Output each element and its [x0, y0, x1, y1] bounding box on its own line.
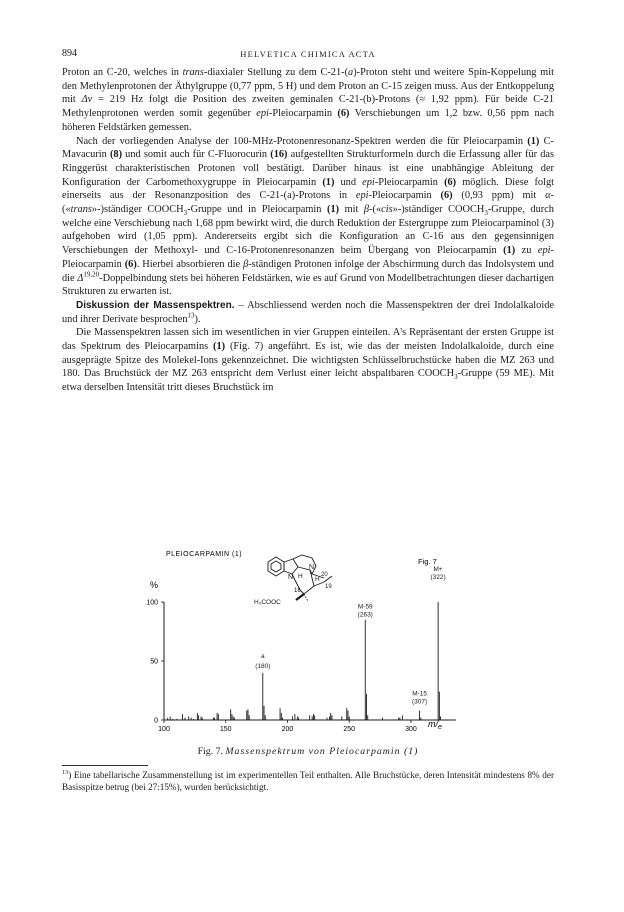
chart-title: PLEIOCARPAMIN (1) — [166, 551, 243, 558]
peak-label-molecular-ion-mz: (322) — [430, 574, 446, 581]
peak-label-a: a — [260, 652, 265, 660]
page-header — [62, 48, 554, 62]
chart-axes — [146, 600, 456, 734]
peak-label-a-mz: (180) — [255, 662, 271, 670]
journal-title: HELVETICA CHIMICA ACTA — [240, 49, 376, 59]
y-axis-label: % — [150, 580, 159, 590]
ester-label: H₃COOC — [254, 599, 281, 606]
y-tick-label: 100 — [146, 599, 158, 607]
figure-label: Fig. 7 — [418, 557, 437, 566]
y-tick-label: 0 — [154, 717, 158, 725]
peak-label-m59: M-59 — [357, 603, 373, 611]
ring-bond — [310, 570, 314, 586]
benzene-ring — [268, 557, 284, 576]
peak-label-molecular-ion: M+ — [433, 566, 443, 573]
paragraph: Die Massenspektren lassen sich im wesentlichen in vier Gruppen einteilen. A's Repräsentant der ersten Gruppe ist das Spektrum des Pleiocarpamins (1) (Fig. 7) angeführt. Es ist, wie das der meisten Indolalkaloide, durch eine ausgeprägte Spitze des Molekel-Ions gekennzeichnet. Die wichtigsten Schlüsselbruchstücke haben die MZ 263 und 180. Das Bruchstück der MZ 263 entspricht dem Verlust einer leicht abspaltbaren $COOCH_3$-Gruppe (59 ME). Mit etwa derselben Intensität tritt dieses Bruchstück im — [62, 327, 554, 394]
mass-spectrum-chart — [130, 548, 490, 744]
hydrogen-label: H — [298, 573, 303, 580]
position-16-label: 16 — [294, 588, 301, 594]
ring-bond — [304, 586, 314, 594]
paragraph: Diskussion der Massenspektren. – Abschliessend werden noch die Massenspektren der drei Indolalkaloide und ihrer Derivate besprochen$^{13}$). — [62, 299, 554, 325]
caption-prefix: Fig. 7. — [197, 746, 223, 757]
y-tick-label: 50 — [150, 658, 158, 666]
footnote-marker: 13 — [62, 768, 69, 776]
caption-title: Massenspektrum von Pleiocarpamin (1) — [225, 746, 419, 757]
position-19-label: 19 — [325, 584, 332, 590]
position-20-label: 20 — [321, 572, 328, 578]
footnote-rule — [62, 765, 148, 766]
x-tick-label: 200 — [281, 726, 294, 733]
figure-caption — [62, 746, 554, 757]
benzene-inner-ring — [271, 561, 281, 572]
chart-peaks — [168, 602, 441, 720]
hydrogen-hash-bond — [304, 594, 308, 601]
x-tick-label: 250 — [343, 726, 356, 733]
peak-label-m15-mz: (307) — [412, 698, 428, 706]
peak-label-m15: M-15 — [412, 690, 428, 698]
article-body — [62, 66, 554, 395]
paragraph: Proton an C-20, welches in trans-diaxialer Stellung zu dem C-21-(a)-Proton steht und weitere Spin-Koppelung mit den Methylenprotonen der Äthylgruppe (0,77 ppm, 5 H) und dem Proton an C-15 zeigen muss. Aus der Entkoppelung mit Δν = 219 Hz folgt die Position des zweiten geminalen C-21-(b)-Protons (≈ 1,92 ppm). Für beide C-21 Methylenprotonen werden somit gegenüber epi-Pleiocarpamin (6) Verschiebungen um 1,2 bzw. 0,56 ppm nach höheren Feldstärken gemessen. — [62, 67, 554, 133]
section-heading: Diskussion der Massenspektren. — [76, 299, 235, 311]
peak-label-m59-mz: (263) — [357, 611, 373, 619]
x-tick-label: 300 — [405, 726, 417, 733]
molecule-labels — [254, 564, 332, 606]
mass-spectrum-figure — [130, 548, 490, 744]
hydrogen-label: H — [315, 576, 320, 583]
ester-wedge-bond — [296, 594, 304, 600]
page-number: 894 — [62, 48, 77, 59]
peak-annotations — [255, 566, 446, 706]
pyrrole-ring — [284, 559, 298, 574]
x-tick-label: 100 — [158, 726, 170, 733]
footnote-text: Eine tabellarische Zusammenstellung ist im experimentellen Teil enthalten. Alle Bruchstücke, deren Intensität mindestens 8% der Basisspitze betrug (bei 27:15%), wurden berücksichtigt. — [62, 770, 554, 792]
x-tick-label: 150 — [219, 726, 232, 733]
nitrogen-label: N — [288, 574, 294, 581]
paragraph: Nach der vorliegenden Analyse der 100-MHz-Protonenresonanz-Spektren werden die für Pleiocarpamin (1) C-Mavacurin (8) und somit auch für C-Fluorocurin (16) aufgestellten Strukturformeln durch die Erfassung aller für das Ringgerüst charakteristischen Protonen voll bestätigt. Darüber hinaus ist eine unabhängige Ableitung der Konfiguration der Carbomethoxygruppe in Pleiocarpamin (1) und epi-Pleiocarpamin (6) möglich. Diese folgt einerseits aus der Resonanzposition des C-21-(a)-Protons in epi-Pleiocarpamin (6) (0,93 ppm) mit α-(«trans»-)ständiger $COOCH_3$-Gruppe und in Pleiocarpamin (1) mit β-(«cis»-)ständiger $COOCH_3$-Gruppe, durch welche eine Verschiebung nach 1,68 ppm bewirkt wird, die durch Reduktion der Estergruppe zum Pleiocarpaminol (3) aufgehoben wird (1,05 ppm). Andererseits ergibt sich die Konfiguration an C-16 aus den gegensinnigen Verschiebungen der Methoxyl- und C-16-Protonenresonanzen beim Übergang von Pleiocarpamin (1) zu epi-Pleiocarpamin (6). Hierbei absorbieren die β-ständigen Protonen infolge der Abschirmung durch das Indolsystem und die Δ$^{19,20}$-Doppelbindung stets bei höheren Feldstärken, wie es auf Grund von Modellbetrachtungen dieser dachartigen Strukturen zu erwarten ist. — [62, 135, 555, 298]
x-axis-label: $m/_e$ — [428, 719, 442, 731]
nitrogen-label: N — [309, 564, 315, 571]
footnote: $^{13}$) Eine tabellarische Zusammenstellung ist im experimentellen Teil enthalten. Alle Bruchstücke, deren Intensität mindestens 8% der Basisspitze betrug (bei 27:15%), wurden berücksichtigt. — [62, 768, 554, 792]
